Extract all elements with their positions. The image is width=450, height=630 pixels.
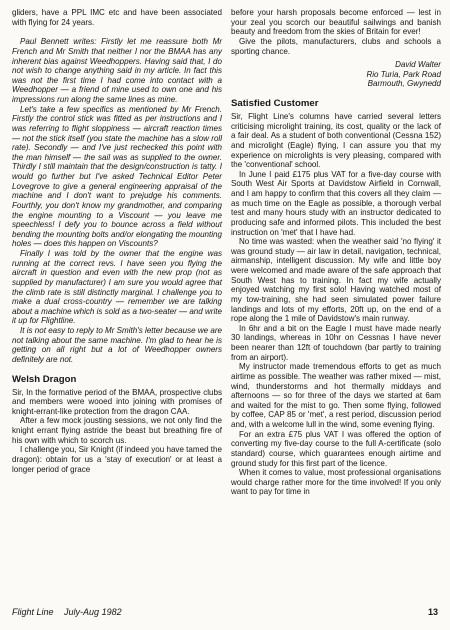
heading-satisfied-customer: Satisfied Customer xyxy=(231,98,319,109)
signature-name: David Walter xyxy=(395,60,441,70)
page-footer xyxy=(12,606,438,618)
letter-paragraph: No time was wasted: when the weather said 'no flying' it was ground study — air law in detail, navigation, technical, airmanship, intelligent discussion. My wife and little boy were welcomed and made aware of the safe approach that South West has to training. In fact my wife actually enjoyed watching my first solo! Having watched most of my tow-training, she had seen simulated power failure landings and lots of my efforts, 20ft up, on the end of a rope along the 1 mile of Davidstow's main runway. xyxy=(231,237,441,324)
reply-paragraph: Finally I was told by the owner that the engine was running at the correct revs. I have seen you flying the aircraft in question and even with the new prop (not as supplied by manufacturer) I am sure you would agree that the climb rate is still distinctly marginal. I challenge you to make a dual cross-country — remember we are talking about a machine which is sold as a two-seater — and write it up for Flightline. xyxy=(12,249,222,326)
letter-paragraph: When it comes to value, most professional organisations would charge rather more for the time involved! If you only want to pay for time in xyxy=(231,468,441,497)
reply-paragraph: Paul Bennett writes: Firstly let me reassure both Mr French and Mr Smith that neither I nor the BMAA has any inherent bias against Weedhoppers. Having said that, I do not wish to change anything said in my article. In fact this was not the first time I had come into contact with a Weedhopper — a friend of mine used to own one and his impressions run along the same lines as mine. xyxy=(12,37,222,104)
letter-paragraph: Sir, In the formative period of the BMAA, prospective clubs and members were wooed into joining with promises of knight-errant-like protection from the dragon CAA. xyxy=(12,387,222,416)
letter-paragraph: My instructor made tremendous efforts to get as much airtime as possible. The weather was rather mixed — mist, wind, thunderstorms and hot thermally middays and afternoons — so for three of the days we started at 6am and waited for the mist to go. Then some flying, followed by coffee, CAP 85 or 'met', a rest period, discussion period and, with a welcome lull in the wind, some evening flying. xyxy=(231,362,441,429)
letter-paragraph: Sir, Flight Line's columns have carried several letters criticising microlight training, its cost, quality or the lack of a fair deal. As a student of both conventional (Cessna 152) and microlight (Eagle) flying, I can assure you that my experience on microlights is very pleasing, compared with the 'conventional' school. xyxy=(231,112,441,170)
letter-paragraph: before your harsh proposals become enforced — lest in your zeal you scorch our beautiful sailwings and banish beauty and freedom from the skies of Britain for ever! xyxy=(231,8,441,37)
left-column xyxy=(12,8,222,474)
letter-paragraph: In June I paid £175 plus VAT for a five-day course with South West Air Sports at Davidstow Airfield in Cornwall, and I am happy to confirm that this covers all they claim — as much time on the Eagle as possible, a thorough verbal test and many hours study with an instructor dedicated to producing safe and informed pilots. This included the best instruction on 'met' that I have had. xyxy=(231,169,441,237)
reply-paragraph: It is not easy to reply to Mr Smith's letter because we are not talking about the same machine. I'm glad to hear he is getting on all right but a lot of Weedhopper owners definitely are not. xyxy=(12,326,222,364)
signature-address-line: Barmouth, Gwynedd xyxy=(367,79,441,89)
right-column xyxy=(231,8,441,497)
letter-paragraph: I challenge you, Sir Knight (if indeed you have tamed the dragon): obtain for us a 'stay of execution' or at least a longer period of grace xyxy=(12,445,222,474)
issue-date: July-Aug 1982 xyxy=(64,607,122,617)
page-number: 13 xyxy=(427,607,438,617)
letter-paragraph: For an extra £75 plus VAT I was offered the option of converting my five-day course to the full A-certificate (solo standard) course, which guarantees enough airtime and ground study for this first part of the licence. xyxy=(231,429,441,468)
letter-paragraph: In 6hr and a bit on the Eagle I must have made nearly 30 landings, whereas in 10hr on Cessnas I have never been nearer than 12ft of touchdown (bar partly to training from an airport). xyxy=(231,323,441,362)
heading-welsh-dragon: Welsh Dragon xyxy=(12,373,77,385)
reply-paragraph: Let's take a few specifics as mentioned by Mr French. Firstly the control stick was fitted as per instructions and I was referring to flight sloppiness — aircraft reaction times — not the stick itself (you state the machine has a slow roll rate). Secondly — and I've just rechecked this point with the man himself — the sail was as supplied to the owner. Thirdly I still maintain that the design/construction is tatty. I would go further but I've asked Technical Editor Peter Lovegrove to give a general engineering appraisal of the machine and I don't want to prejudge his comments. Fourthly, you don't know my grandmother, and comparing the engine mounting to a Viscount — you leave me speechless! I defy you to bounce across a field without bending the mounting bolts and/or elongating the mounting holes — does this happen on Viscounts? xyxy=(12,104,222,249)
letter-paragraph: After a few mock jousting sessions, we not only find the knight errant flying astride the beast but breathing fire of his own with which to scorch us. xyxy=(12,416,222,445)
intro-paragraph: gliders, have a PPL IMC etc and have been associated with flying for 24 years. xyxy=(12,8,222,27)
signature-address-line: Rio Turia, Park Road xyxy=(366,69,441,79)
magazine-title: Flight Line xyxy=(12,607,54,617)
letter-paragraph: Give the pilots, manufacturers, clubs and schools a sporting chance. xyxy=(231,36,441,56)
